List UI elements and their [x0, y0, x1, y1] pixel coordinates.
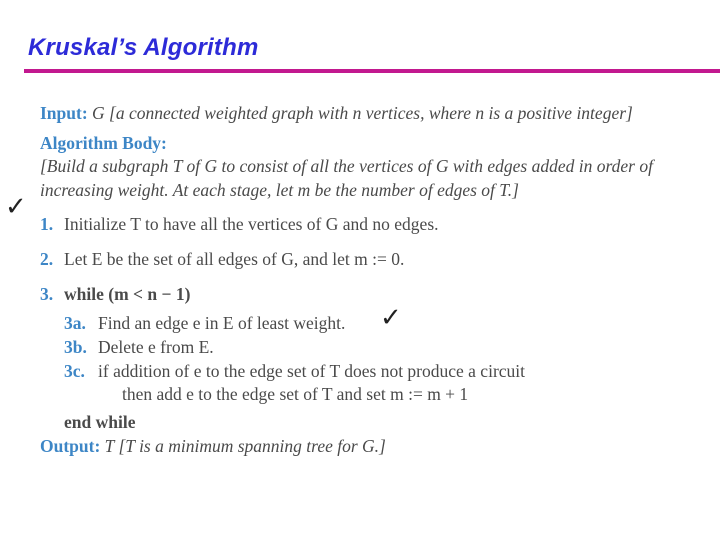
substep-text: if addition of e to the edge set of T does not produce a circuit [98, 361, 526, 381]
substep-number: 3b. [64, 337, 87, 357]
step-number: 1. [40, 214, 54, 234]
step-text: while (m < n − 1) [64, 284, 191, 304]
end-while: end while [64, 412, 136, 432]
input-line [40, 103, 633, 123]
input-label: Input: [40, 103, 88, 123]
output-label: Output: [40, 436, 101, 456]
substep-3c [64, 361, 525, 381]
page-title: Kruskal’s Algorithm [28, 34, 259, 61]
check-mark-icon: ✓ [5, 192, 27, 222]
substep-number: 3a. [64, 313, 86, 333]
substep-text: Delete e from E. [98, 337, 214, 357]
substep-number: 3c. [64, 361, 85, 381]
step-2 [40, 249, 404, 269]
step-number: 2. [40, 249, 54, 269]
check-mark-icon: ✓ [380, 303, 402, 333]
input-text: G [a connected weighted graph with n vertices, where n is a positive integer] [92, 103, 633, 123]
output-text: T [T is a minimum spanning tree for G.] [104, 436, 386, 456]
algorithm-body-line-2: increasing weight. At each stage, let m be the number of edges of T.] [40, 180, 519, 200]
substep-3b [64, 337, 214, 357]
step-1 [40, 214, 439, 234]
step-text: Let E be the set of all edges of G, and let m := 0. [64, 249, 405, 269]
substep-3a [64, 313, 345, 333]
substep-text: Find an edge e in E of least weight. [98, 313, 346, 333]
step-number: 3. [40, 284, 54, 304]
step-3 [40, 284, 190, 304]
step-text: Initialize T to have all the vertices of G and no edges. [64, 214, 439, 234]
then-line: then add e to the edge set of T and set m := m + 1 [122, 384, 469, 404]
algorithm-body-label: Algorithm Body: [40, 133, 167, 153]
output-line [40, 436, 386, 456]
algorithm-body-line-1: [Build a subgraph T of G to consist of all the vertices of G with edges added in order of [40, 156, 653, 176]
title-divider [24, 69, 720, 73]
